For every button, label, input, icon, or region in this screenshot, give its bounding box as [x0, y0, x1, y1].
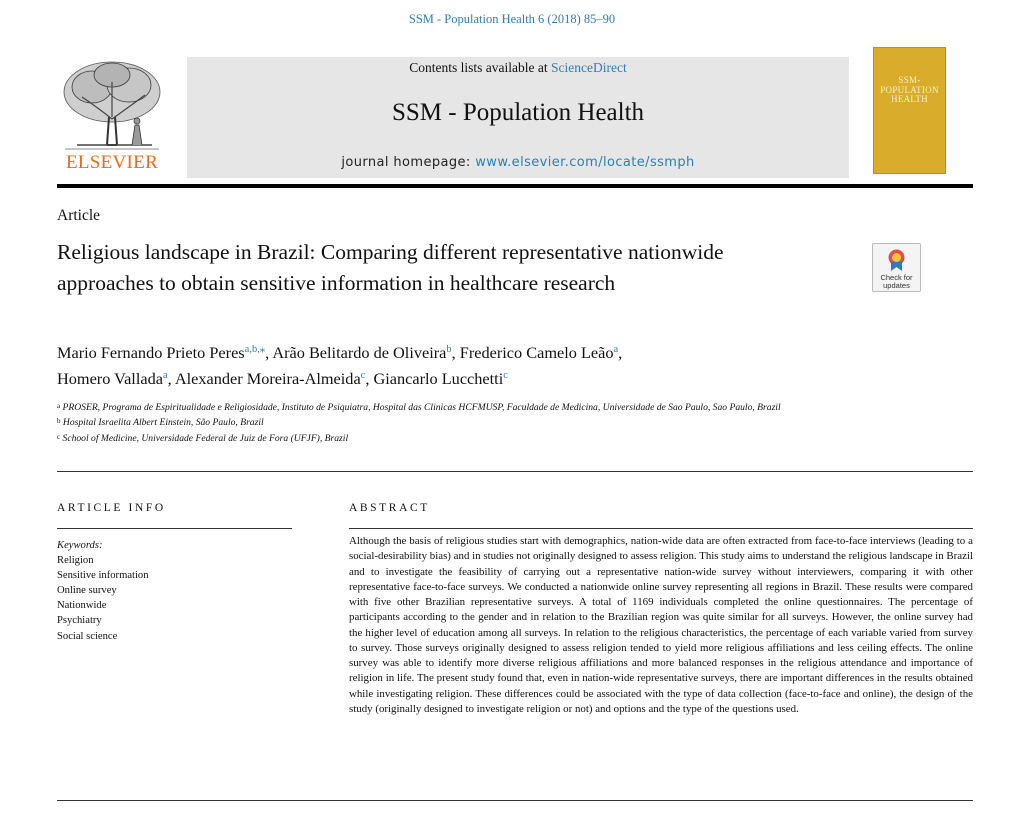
- author-name[interactable]: Alexander Moreira-Almeida: [174, 369, 361, 388]
- check-line-1: Check for: [880, 273, 913, 282]
- author-name[interactable]: Homero Vallada: [57, 369, 163, 388]
- article-title: Religious landscape in Brazil: Comparing different representative nationwide approaches to obtain sensitive information in healthcare research: [57, 240, 724, 295]
- homepage-prefix: journal homepage:: [341, 155, 476, 170]
- author-separator: ,: [167, 369, 175, 388]
- affiliation-item: [57, 415, 867, 430]
- affiliation-text: Hospital Israelita Albert Einstein, São Paulo, Brazil: [62, 417, 264, 429]
- footer-divider: [57, 800, 973, 801]
- affiliation-list: [57, 400, 867, 446]
- article-info-divider: [57, 528, 292, 529]
- author-separator: ,: [365, 369, 374, 388]
- bookmark-ribbon-icon: [887, 248, 906, 272]
- author-affiliation-marker[interactable]: c: [503, 370, 508, 381]
- affiliation-text: School of Medicine, Universidade Federal de Juiz de Fora (UFJF), Brazil: [62, 432, 349, 444]
- keyword-item: Sensitive information: [57, 570, 149, 582]
- affiliation-item: [57, 400, 867, 415]
- author-affiliation-marker[interactable]: a: [613, 344, 619, 355]
- check-for-updates-button[interactable]: [872, 243, 921, 292]
- affiliation-key: c: [57, 432, 61, 441]
- author-separator: ,: [618, 343, 623, 362]
- author-separator: ,: [451, 343, 460, 362]
- cover-title-line: SSM-: [898, 75, 921, 85]
- author-affiliation-marker[interactable]: a: [162, 370, 168, 381]
- article-type-label: Article: [57, 207, 101, 224]
- keyword-item: Religion: [57, 555, 94, 567]
- author-name[interactable]: Mario Fernando Prieto Peres: [57, 343, 245, 362]
- cover-title-line: HEALTH: [891, 94, 928, 104]
- affiliation-key: a: [57, 402, 61, 410]
- keyword-item: Online survey: [57, 585, 117, 597]
- keywords-label: Keywords:: [57, 540, 103, 551]
- article-info-heading: ARTICLE INFO: [57, 502, 166, 514]
- cover-title-line: POPULATION: [880, 84, 939, 95]
- author-separator: ,: [265, 343, 273, 362]
- journal-title: SSM - Population Health: [391, 99, 645, 126]
- contents-line: [187, 60, 849, 76]
- sciencedirect-link[interactable]: ScienceDirect: [551, 60, 627, 75]
- journal-banner: [187, 57, 849, 178]
- header-divider: [57, 184, 973, 188]
- abstract-heading: ABSTRACT: [349, 502, 430, 514]
- keyword-item: Nationwide: [57, 600, 107, 612]
- author-affiliation-marker[interactable]: a,b,⁎: [244, 344, 266, 355]
- contents-prefix: Contents lists available at: [409, 60, 551, 75]
- abstract-text: Although the basis of religious studies start with demographics, nation-wide data are often extracted from face-to-face interviews (leading to a social-desirability bias) and in studies not originally designed to assess religion. This study aims to understand the religious landscape in Brazil and to investigate the feasibility of carrying out a representative nation-wide survey without interviewers, comparing it with other representative face-to-face surveys. We conducted a nationwide online survey representing all regions in Brazil. These results were compared with five other Brazilian representative surveys. A total of 1169 individuals completed the online questionnaires. The percentage of participants according to the gender and in relation to the Brazilian region was quite similar for all surveys. However, the online survey had the higher level of education among all surveys. In relation to the religious characteristics, the percentage of each variable varied from survey to survey. Those surveys originally designed to assess religion tended to yield more religious affiliations and less ceiling effects. The online survey was able to identify more diverse religious affiliations and more balanced responses in the religious attendance and importance of religion in life. The present study found that, even in nation-wide representative surveys, there are important differences in the results obtained while investigating religion. These differences could be associated with the type of data collection (face-to-face and online), the design of the study (originally designed to investigate religion or not) and options and the type of the questions used.: [349, 535, 973, 715]
- affiliation-item: [57, 431, 867, 446]
- keyword-item: Social science: [57, 630, 118, 642]
- elsevier-wordmark: ELSEVIER: [65, 152, 159, 173]
- author-name[interactable]: Frederico Camelo Leão: [459, 343, 614, 362]
- journal-homepage-link[interactable]: www.elsevier.com/locate/ssmph: [475, 155, 695, 170]
- affiliation-key: b: [57, 417, 61, 426]
- check-for-updates-label: [873, 274, 920, 290]
- journal-citation[interactable]: SSM - Population Health 6 (2018) 85–90: [408, 12, 616, 26]
- keyword-item: Psychiatry: [57, 615, 102, 627]
- keywords-list: [57, 538, 297, 644]
- author-affiliation-marker[interactable]: c: [360, 370, 366, 381]
- journal-cover-thumbnail[interactable]: [873, 47, 946, 174]
- cover-title: [874, 76, 945, 105]
- author-name[interactable]: Giancarlo Lucchetti: [373, 369, 504, 388]
- journal-homepage-line: [187, 155, 849, 170]
- author-affiliation-marker[interactable]: b: [446, 344, 452, 355]
- affiliation-text: PROSER, Programa de Espiritualidade e Religiosidade, Instituto de Psiquiatra, Hospital das Clinicas HCFMUSP, Faculdade de Medicina, Universidade de Sao Paulo, Sao Paulo, Brazil: [62, 402, 781, 413]
- abstract-divider: [349, 528, 973, 529]
- check-line-2: updates: [883, 281, 910, 290]
- section-divider: [57, 471, 973, 472]
- author-name[interactable]: Arão Belitardo de Oliveira: [272, 343, 447, 362]
- author-list: [57, 340, 917, 392]
